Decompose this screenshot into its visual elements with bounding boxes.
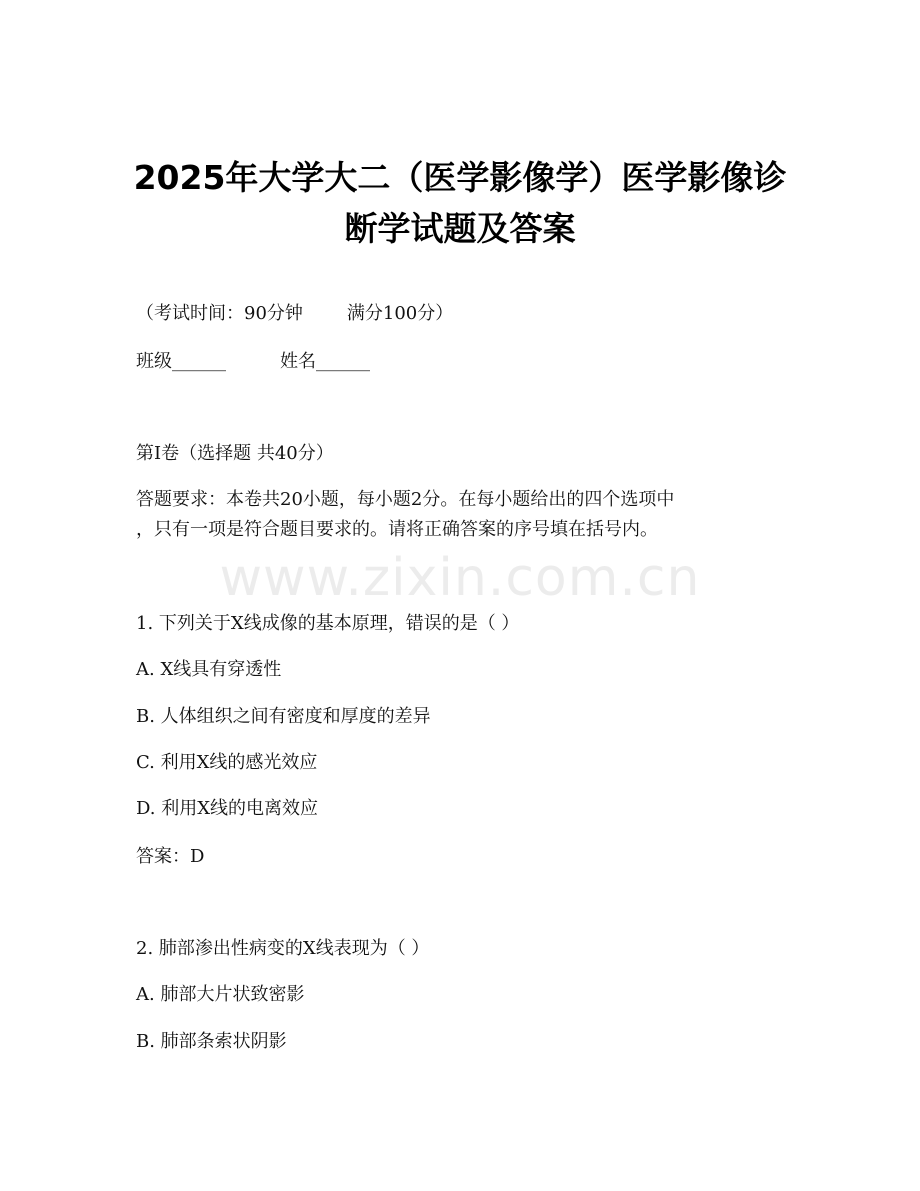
- question-1-option-a: A. X线具有穿透性: [136, 659, 282, 680]
- exam-full-score: 满分100分）: [346, 303, 454, 324]
- question-1-stem: 1. 下列关于X线成像的基本原理，错误的是（ ）: [136, 613, 520, 634]
- exam-time: （考试时间：90分钟: [136, 303, 303, 324]
- section-heading: 第I卷（选择题 共40分）: [136, 443, 334, 464]
- student-fields: [136, 350, 370, 374]
- question-2-option-a: A. 肺部大片状致密影: [136, 984, 305, 1005]
- question-1-option-d: D. 利用X线的电离效应: [136, 798, 319, 819]
- instructions-line-1: 答题要求：本卷共20小题，每小题2分。在每小题给出的四个选项中: [136, 489, 675, 510]
- name-field-label: 姓名______: [280, 351, 370, 372]
- question-1-option-b: B. 人体组织之间有密度和厚度的差异: [136, 706, 431, 727]
- question-1-answer: 答案：D: [136, 846, 205, 867]
- question-2-stem: 2. 肺部渗出性病变的X线表现为（ ）: [136, 938, 430, 959]
- class-field-label: 班级______: [136, 351, 226, 372]
- watermark: www.zixin.com.cn: [219, 548, 701, 608]
- question-2-option-b: B. 肺部条索状阴影: [136, 1031, 287, 1052]
- document-title-line-2: 断学试题及答案: [344, 209, 576, 248]
- question-1-option-c: C. 利用X线的感光效应: [136, 752, 318, 773]
- exam-info: [136, 302, 453, 326]
- document-title-line-1: 2025年大学大二（医学影像学）医学影像诊: [133, 158, 787, 197]
- instructions-line-2: ，只有一项是符合题目要求的。请将正确答案的序号填在括号内。: [136, 519, 658, 540]
